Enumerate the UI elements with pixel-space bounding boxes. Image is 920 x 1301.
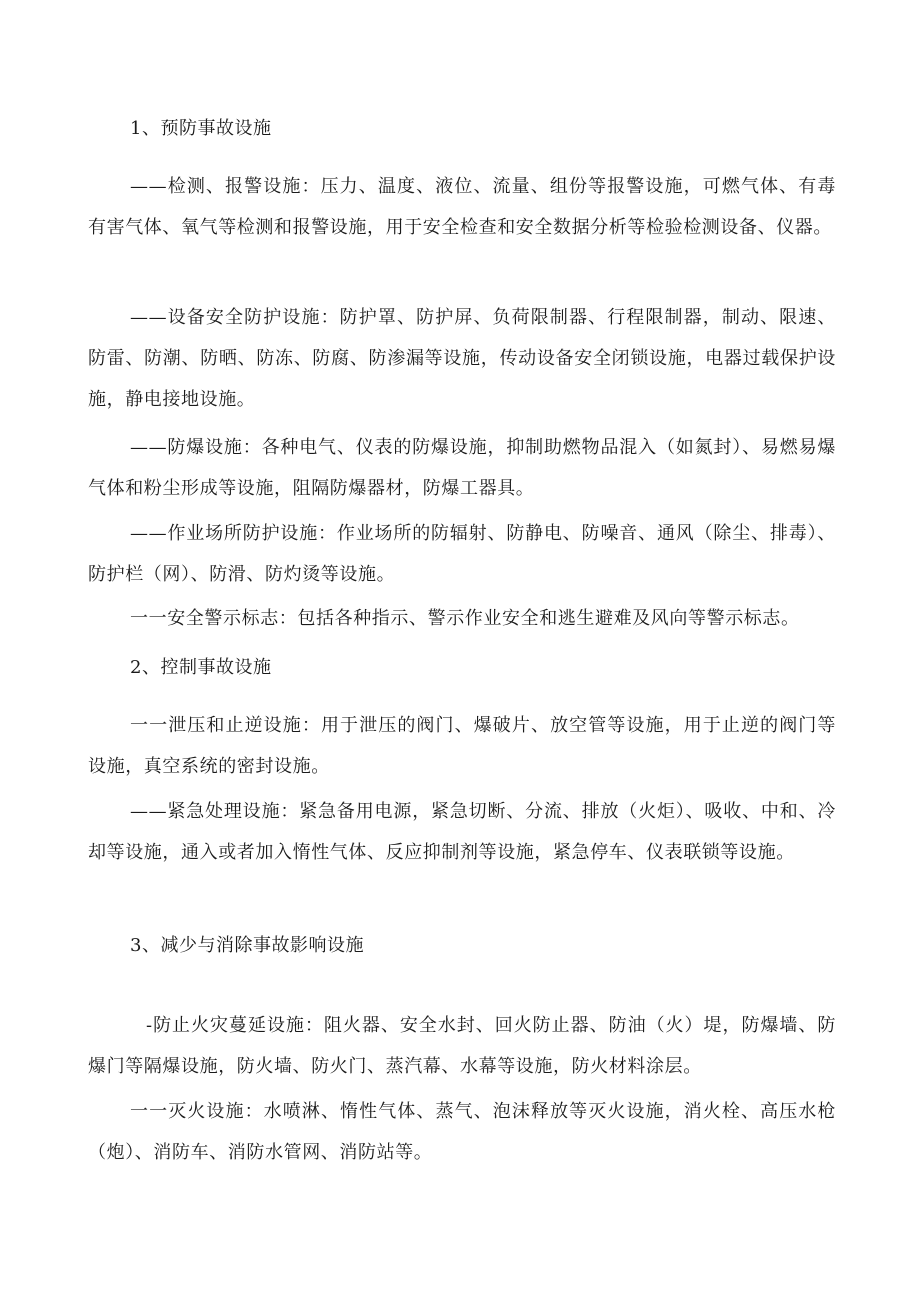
paragraph-fire-spread-prevention: -防止火灾蔓延设施：阻火器、安全水封、回火防止器、防油（火）堤，防爆墙、防爆门等隔爆设施，防火墙、防火门、蒸汽幕、水幕等设施，防火材料涂层。 — [88, 1015, 836, 1077]
paragraph-explosion-proof: ——防爆设施：各种电气、仪表的防爆设施，抑制助燃物品混入（如氮封）、易燃易爆气体和粉尘形成等设施，阻隔防爆器材，防爆工器具。 — [88, 437, 836, 499]
paragraph-equipment-protection: ——设备安全防护设施：防护罩、防护屏、负荷限制器、行程限制器，制动、限速、防雷、防潮、防晒、防冻、防腐、防渗漏等设施，传动设备安全闭锁设施，电器过载保护设施，静电接地设施。 — [88, 307, 836, 410]
section-heading-mitigation: 3、减少与消除事故影响设施 — [130, 935, 364, 956]
section-heading-control: 2、控制事故设施 — [130, 657, 272, 678]
paragraph-warning-signs: 一一安全警示标志：包括各种指示、警示作业安全和逃生避难及风向等警示标志。 — [130, 608, 800, 629]
paragraph-fire-extinguishing: 一一灭火设施：水喷淋、惰性气体、蒸气、泡沫释放等灭火设施，消火栓、高压水枪（炮）、消防车、消防水管网、消防站等。 — [88, 1101, 836, 1163]
section-heading-prevention: 1、预防事故设施 — [130, 118, 272, 139]
paragraph-emergency-handling: ——紧急处理设施：紧急备用电源，紧急切断、分流、排放（火炬）、吸收、中和、冷却等设施，通入或者加入惰性气体、反应抑制剂等设施，紧急停车、仪表联锁等设施。 — [88, 801, 836, 863]
paragraph-detection-alarm: ——检测、报警设施：压力、温度、液位、流量、组份等报警设施，可燃气体、有毒有害气体、氧气等检测和报警设施，用于安全检查和安全数据分析等检验检测设备、仪器。 — [88, 176, 836, 238]
paragraph-pressure-relief: 一一泄压和止逆设施：用于泄压的阀门、爆破片、放空管等设施，用于止逆的阀门等设施，真空系统的密封设施。 — [88, 715, 836, 777]
paragraph-workplace-protection: ——作业场所防护设施：作业场所的防辐射、防静电、防噪音、通风（除尘、排毒）、防护栏（网）、防滑、防灼烫等设施。 — [88, 523, 836, 585]
